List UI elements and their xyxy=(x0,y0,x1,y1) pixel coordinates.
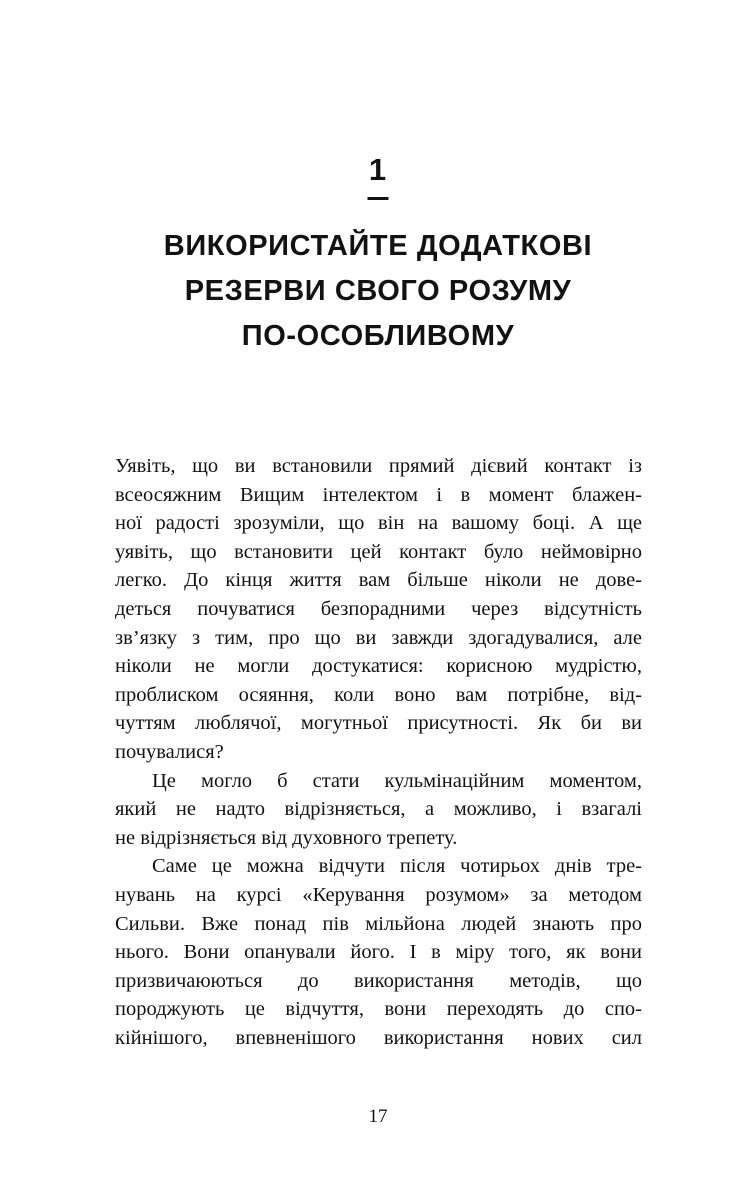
page-number: 17 xyxy=(368,1106,388,1127)
chapter-number-underline xyxy=(368,197,389,200)
chapter-title-line: РЕЗЕРВИ СВОГО РОЗУМУ xyxy=(184,275,572,307)
text-line: призвичаюються до використання методів, що xyxy=(115,969,642,992)
text-line: ніколи не могли достукатися: корисною мудрістю, xyxy=(115,655,642,678)
text-line: ної радості зрозуміли, що він на вашому боці. А ще xyxy=(115,512,642,535)
text-line: Сильви. Вже понад пів мільйона людей знають про xyxy=(115,912,642,935)
body-text xyxy=(115,452,642,1052)
text-line: всеосяжним Вищим інтелектом і в момент блажен- xyxy=(115,483,642,506)
text-line: зв’язку з тим, про що ви завжди здогадувалися, але xyxy=(115,626,642,649)
text-line: кійнішого, впевненішого використання нових сил xyxy=(115,1026,642,1049)
text-line: породжують це відчуття, вони переходять до спо- xyxy=(115,998,642,1021)
text-line: Уявіть, що ви встановили прямий дієвий контакт із xyxy=(115,455,642,477)
text-line: Це могло б стати кульмінаційним моментом, xyxy=(152,769,642,792)
text-line: почувалися? xyxy=(115,740,224,763)
text-line: чуттям люблячої, могутньої присутності. Як би ви xyxy=(115,712,642,735)
text-line: нувань на курсі «Керування розумом» за методом xyxy=(115,883,642,906)
chapter-number: 1 xyxy=(368,152,388,187)
chapter-title xyxy=(0,224,756,359)
text-line: не відрізняється від духовного трепету. xyxy=(115,826,458,849)
text-line: нього. Вони опанували його. І в міру того, як вони xyxy=(115,941,642,964)
text-line: легко. До кінця життя вам більше ніколи не дове- xyxy=(115,569,642,592)
chapter-title-line: ПО-ОСОБЛИВОМУ xyxy=(241,320,515,352)
text-line: який не надто відрізняється, а можливо, і взагалі xyxy=(115,798,642,821)
text-line: уявіть, що встановити цей контакт було неймовірно xyxy=(115,540,642,563)
text-line: деться почуватися безпорадними через відсутність xyxy=(115,597,642,620)
text-line: Саме це можна відчути після чотирьох днів тре- xyxy=(152,855,642,878)
text-line: проблиском осяяння, коли воно вам потрібне, від- xyxy=(115,683,642,706)
chapter-title-line: ВИКОРИСТАЙТЕ ДОДАТКОВІ xyxy=(163,230,593,262)
